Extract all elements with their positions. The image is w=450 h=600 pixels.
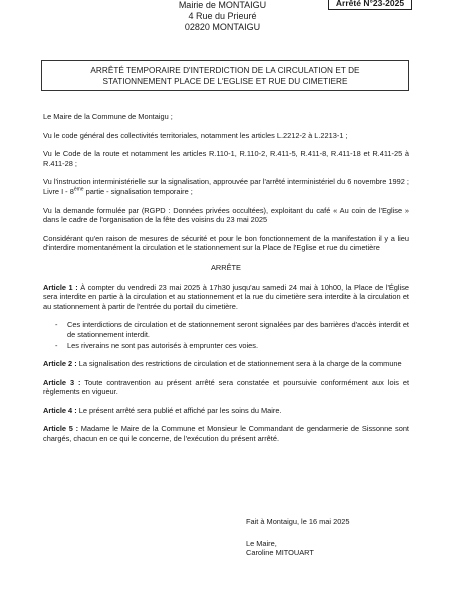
document-header [0,0,450,46]
vu-paragraph-4: Vu la demande formulée par (RGPD : Données privées occultées), exploitant du café « Au coin de l'Eglise » dans le cadre de l'organisation de la fête des voisins du 23 mai 2025 [43,205,409,225]
article-2 [43,359,409,369]
signatory-role: Le Maire, [246,538,277,548]
mairie-street: 4 Rue du Prieuré [188,11,257,21]
vu3-superscript: ème [73,186,84,193]
document-title-box [41,60,409,91]
article-3-label: Article 3 : [43,377,81,387]
list-item [43,320,409,339]
intro-paragraph: Le Maire de la Commune de Montaigu ; [43,112,173,121]
article-5-label: Article 5 : [43,424,79,434]
arrete-heading: ARRÊTE [211,262,241,272]
mairie-name: Mairie de MONTAIGU [178,0,267,10]
signature-block [246,517,406,558]
article-3 [43,378,409,397]
place-date: Fait à Montaigu, le 16 mai 2025 [246,517,350,526]
list-item [43,341,409,351]
article-3-text: Toute contravention au présent arrêté sera constatée et poursuivie conformément aux lois et règlements en vigueur. [43,377,410,397]
dash-bullet: - [55,340,58,350]
article-4 [43,406,409,416]
vu3-text-a: Vu l'instruction interministérielle sur la signalisation, approuvée par l'arrêté interministériel du 6 novembre 1992 ; Livre I - 8 [43,177,409,196]
vu3-text-b: partie - signalisation temporaire ; [83,186,193,196]
list-item-text: Ces interdictions de circulation et de stationnement seront signalées par des barrières d'accès interdit et de stationnement interdit. [67,320,409,339]
article-5-text: Madame le Maire de la Commune et Monsieur le Commandant de gendarmerie de Sissonne sont chargés, chacun en ce qui le concerne, de l'exécution du présent arrêté. [43,424,409,444]
title-line-1: ARRÊTÉ TEMPORAIRE D'INTERDICTION DE LA CIRCULATION ET DE [90,66,360,75]
article-5 [43,424,409,443]
article-1 [43,283,409,312]
article-4-label: Article 4 : [43,405,77,415]
arrete-number-box: Arrêté N°23-2025 [328,0,412,10]
vu-paragraph-1: Vu le code général des collectivités territoriales, notamment les articles L.2212-2 à L.2213-1 ; [43,130,348,140]
article-4-text: Le présent arrêté sera publié et affiché par les soins du Maire. [76,405,282,415]
mairie-address [155,0,290,33]
list-item-text: Les riverains ne sont pas autorisés à emprunter ces voies. [67,340,259,350]
vu-paragraph-2: Vu le Code de la route et notamment les articles R.110-1, R.110-2, R.411-5, R.411-8, R.411-18 et R.411-25 à R.411-28 ; [43,149,409,168]
article-2-label: Article 2 : [43,359,77,369]
title-line-2: STATIONNEMENT PLACE DE L'EGLISE ET RUE DU CIMETIERE [102,77,348,86]
article-1-text: À compter du vendredi 23 mai 2025 à 17h30 jusqu'au samedi 24 mai à 10h00, la Place de l'Église sera interdite en partie à la circulation et au stationnement et la rue du cimetière sera interdite à la circulation et au stationnement à partir de l'entrée du portail du cimetière. [43,282,410,311]
signatory-name: Caroline MITOUART [246,548,314,558]
vu-paragraph-3 [43,177,409,196]
article-2-text: La signalisation des restrictions de circulation et de stationnement sera à la charge de la commune [76,359,402,369]
article-1-list [43,320,409,350]
dash-bullet: - [55,320,58,330]
mairie-postal: 02820 MONTAIGU [184,22,261,32]
article-1-label: Article 1 : [43,282,78,292]
document-body [43,112,409,453]
considerant-paragraph: Considérant qu'en raison de mesures de sécurité et pour le bon fonctionnement de la manifestation il y a lieu d'interdire momentanément la circulation et le stationnement sur la Place de l'Eglise et rue du cimetière [43,233,409,253]
